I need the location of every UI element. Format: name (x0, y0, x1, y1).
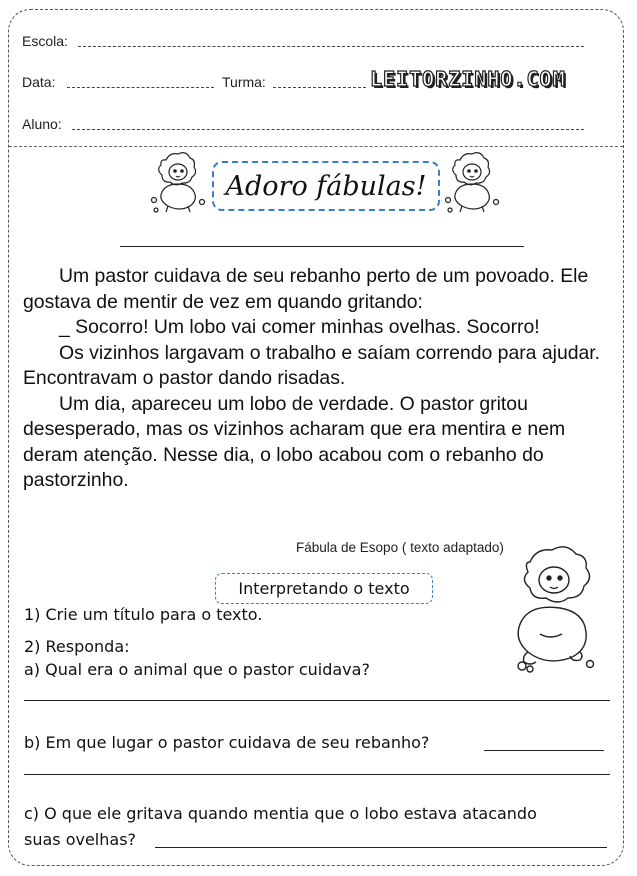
answer-line-a[interactable] (24, 700, 610, 701)
answer-line-b[interactable] (484, 750, 604, 751)
answer-line-c[interactable] (155, 847, 607, 848)
question-a: a) Qual era o animal que o pastor cuidava? (24, 660, 370, 679)
answer-line-b2[interactable] (24, 774, 610, 775)
student-field[interactable] (72, 129, 584, 130)
school-field[interactable] (78, 46, 584, 47)
story-paragraph: Os vizinhos largavam o trabalho e saíam correndo para ajudar. Encontravam o pastor dando risadas. (23, 341, 601, 389)
date-label: Data: (22, 74, 56, 90)
sheep-icon (148, 150, 208, 218)
page-title: Adoro fábulas! (225, 170, 427, 202)
story-source: Fábula de Esopo ( texto adaptado) (296, 540, 504, 555)
story-paragraph: _ Socorro! Um lobo vai comer minhas ovelhas. Socorro! (59, 316, 540, 338)
class-field[interactable] (273, 87, 366, 88)
header-separator (9, 146, 623, 147)
section-title: Interpretando o texto (215, 573, 433, 604)
school-label: Escola: (22, 33, 68, 49)
question-c: c) O que ele gritava quando mentia que o lobo estava atacando (24, 804, 537, 823)
class-label: Turma: (222, 74, 266, 90)
student-label: Aluno: (22, 116, 62, 132)
question-b: b) Em que lugar o pastor cuidava de seu rebanho? (24, 733, 430, 752)
title-box (212, 161, 440, 211)
question-c-cont: suas ovelhas? (24, 830, 137, 849)
date-field[interactable] (67, 87, 214, 88)
question-1: 1) Crie um título para o texto. (24, 605, 263, 624)
sheep-icon (500, 540, 610, 680)
story-paragraph: Um pastor cuidava de seu rebanho perto de um povoado. Ele gostava de mentir de vez em quando gritando: (23, 265, 589, 313)
sheep-icon (442, 150, 502, 218)
question-2: 2) Responda: (24, 637, 130, 656)
title-answer-line[interactable] (120, 246, 524, 247)
story-text (23, 264, 623, 494)
brand-logo: LEITORZINHO.COM (370, 67, 566, 91)
story-paragraph: Um dia, apareceu um lobo de verdade. O pastor gritou desesperado, mas os vizinhos acharam que era mentira e nem deram atenção. Nesse dia, o lobo acabou com o rebanho do pastorzinho. (23, 392, 566, 491)
